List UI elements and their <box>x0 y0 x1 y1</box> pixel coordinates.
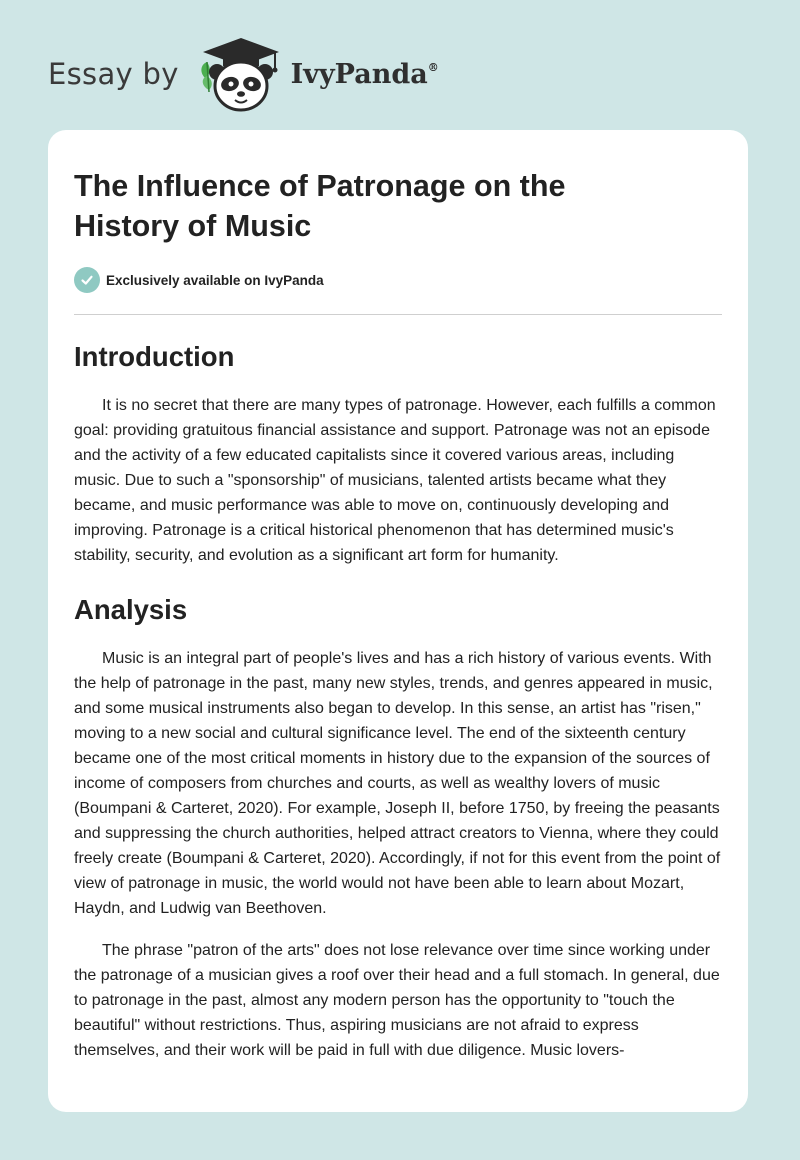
essay-card <box>48 130 748 1112</box>
paragraph: The phrase "patron of the arts" does not lose relevance over time since working under the patronage of a musician gives a roof over their head and a full stomach. In general, due to patronage in the past, almost any modern person has the opportunity to "touch the beautiful" without restrictions. Thus, aspiring musicians are not afraid to express themselves, and their work will be paid in full with due diligence. Music lovers- <box>74 942 720 1059</box>
brand-prefix: Essay by <box>48 57 179 91</box>
divider <box>74 314 722 315</box>
brand-header[interactable] <box>48 34 439 114</box>
brand-name: IvyPanda® <box>290 58 439 90</box>
panda-graduate-icon <box>195 34 287 114</box>
paragraph: Music is an integral part of people's lives and has a rich history of various events. With the help of patronage in the past, many new styles, trends, and genres appeared in music, and some musical instruments also began to develop. In this sense, an artist has "risen," moving to a new social and cultural significance level. The end of the sixteenth century became one of the most critical moments in history due to the expansion of the sources of income of composers from churches and courts, as well as wealthy lovers of music (Boumpani & Carteret, 2020). For example, Joseph II, before 1750, by freeing the peasants and suppressing the church authorities, helped attract creators to Vienna, where they could freely create (Boumpani & Carteret, 2020). Accordingly, if not for this event from the point of view of patronage in music, the world would not have been able to learn about Mozart, Haydn, and Ludwig van Beethoven. <box>74 650 721 917</box>
paragraph: It is no secret that there are many types of patronage. However, each fulfills a common goal: providing gratuitous financial assistance and support. Patronage was not an episode and the activity of a few educated capitalists since it covered various areas, including music. Due to such a "sponsorship" of musicians, talented artists became what they became, and music performance was able to move on, continuously developing and improving. Patronage is a critical historical phenomenon that has determined music's stability, security, and evolution as a significant art form for humanity. <box>74 397 716 564</box>
exclusive-label: Exclusively available on IvyPanda <box>106 272 324 288</box>
page-title: The Influence of Patronage on the History of Music <box>74 169 566 243</box>
section-heading-analysis: Analysis <box>74 594 188 625</box>
exclusive-badge <box>74 266 722 294</box>
section-heading-introduction: Introduction <box>74 341 235 372</box>
registered-mark: ® <box>427 60 439 74</box>
checkmark-icon <box>74 267 100 293</box>
